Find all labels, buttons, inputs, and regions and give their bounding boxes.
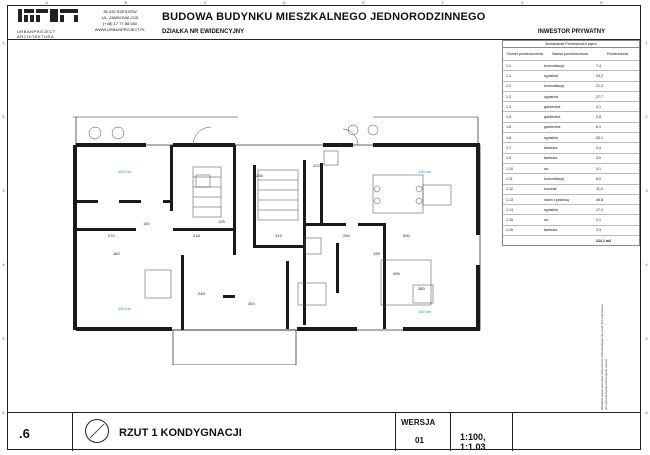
table-caption: Zestawienie Pomieszczeń piętro	[503, 41, 639, 48]
project-title: BUDOWA BUDYNKU MIESZKALNEGO JEDNORODZINNEGO	[162, 11, 486, 23]
grid-label: 2	[2, 113, 5, 119]
grid-label: 4	[645, 262, 648, 268]
table-cell: 27,7	[596, 94, 603, 99]
table-header-row	[503, 48, 639, 61]
table-row	[503, 154, 639, 164]
dimension-label: 182	[113, 251, 120, 256]
table-cell: 11,0	[596, 187, 603, 192]
table-cell: 46,8	[596, 197, 603, 202]
table-cell: 3,4	[596, 146, 601, 151]
grid-label: D	[282, 0, 286, 5]
table-cell: 4,0	[596, 156, 601, 161]
grid-label: B	[124, 0, 128, 5]
table-cell: sypialnia	[544, 207, 558, 212]
table-cell: kuchnia	[544, 187, 557, 192]
grid-label: G	[520, 0, 524, 5]
table-cell: 21,3	[596, 84, 603, 89]
grid-label: 5	[2, 336, 5, 342]
dimension-label: 248	[198, 291, 205, 296]
table-cell: 1.8	[506, 135, 511, 140]
table-cell: 17,0	[596, 207, 603, 212]
dimension-label: 500	[403, 233, 410, 238]
table-cell: 1.13	[506, 197, 513, 202]
address-line: 35-032 RZESZÓW	[103, 9, 137, 14]
table-cell: 2,1	[596, 218, 601, 223]
table-cell: 1.14	[506, 207, 513, 212]
table-cell: łazienka	[544, 146, 558, 151]
table-row	[503, 71, 639, 81]
version-number: 01	[415, 436, 424, 445]
copyright-note: Wszelkie prawa autorskie zastrzeżone. Dokumentacja nie może być kopiowana ani wykorzystywana bez zgody autora.	[600, 304, 608, 410]
table-total-row	[503, 236, 639, 245]
table-row	[503, 133, 639, 143]
grid-label: H	[599, 0, 603, 5]
grid-label: A	[45, 0, 48, 5]
address-line: UL. ZAMKOWA 2/15	[101, 15, 139, 20]
grid-label: 1	[2, 39, 5, 45]
project-subtitle: DZIAŁKA NR EWIDENCYJNY	[162, 29, 245, 35]
grid-label: 4	[2, 262, 5, 268]
room-schedule-table	[502, 40, 640, 246]
table-cell: 1.12	[506, 187, 513, 192]
table-cell: wc	[544, 218, 549, 223]
table-row	[503, 102, 639, 112]
dimension-label: 218	[193, 233, 200, 238]
table-row	[503, 226, 639, 236]
table-cell: 1.3	[506, 94, 511, 99]
table-cell: 1.15	[506, 218, 513, 223]
table-cell: sypialnia	[544, 135, 558, 140]
dimension-label: 222	[313, 163, 320, 168]
table-cell: 20,1	[596, 135, 603, 140]
table-cell: 1.10	[506, 166, 513, 171]
table-cell: 1.4	[506, 104, 511, 109]
sheet-number: .6	[19, 426, 30, 441]
floor-plan	[73, 115, 483, 365]
dimension-label: 125	[218, 219, 225, 224]
logo-text: URBANPROJECT ARCHITEKTURA	[17, 29, 56, 39]
grid-label: 6	[2, 410, 5, 416]
table-cell: 1.7	[506, 146, 511, 151]
table-row	[503, 61, 639, 71]
table-cell: komunikacja	[544, 176, 564, 181]
grid-label: 3	[2, 187, 5, 193]
table-cell: 7,4	[596, 63, 601, 68]
dimension-label: 270	[108, 233, 115, 238]
company-logo	[17, 8, 79, 39]
table-row	[503, 143, 639, 153]
dimension-label: 406	[393, 271, 400, 276]
table-cell: 24,2	[596, 73, 603, 78]
table-row	[503, 82, 639, 92]
table-cell: 1.1	[506, 63, 511, 68]
company-address	[85, 9, 155, 33]
table-row	[503, 215, 639, 225]
table-cell: 4,1	[596, 104, 601, 109]
grid-label: C	[203, 0, 207, 5]
table-cell: garderoba	[544, 115, 561, 120]
header-cell: Numer pomieszczenia	[507, 52, 543, 56]
table-cell: komunikacja	[544, 63, 564, 68]
dimension-label: 380	[418, 286, 425, 291]
table-cell: 3,1	[596, 166, 601, 171]
svg-text:150 cm: 150 cm	[118, 169, 132, 174]
table-row	[503, 123, 639, 133]
grid-label: 3	[645, 187, 648, 193]
table-cell: sypialnia	[544, 94, 558, 99]
investor-label: INWESTOR PRYWATNY	[537, 29, 606, 35]
header-cell: Powierzchnia	[606, 52, 629, 56]
grid-label: 6	[645, 410, 648, 416]
total-area: 214,1 m2	[596, 238, 612, 243]
title-block	[7, 412, 641, 451]
table-cell: garderoba	[544, 125, 561, 130]
table-row	[503, 92, 639, 102]
table-cell: 8,0	[596, 176, 601, 181]
table-row	[503, 195, 639, 205]
grid-label: F	[441, 0, 445, 5]
table-row	[503, 205, 639, 215]
grid-right	[643, 5, 650, 450]
table-cell: 1.11	[506, 176, 513, 181]
table-cell: wc	[544, 166, 549, 171]
table-row	[503, 185, 639, 195]
grid-left	[0, 5, 7, 450]
svg-text:130 cm: 130 cm	[418, 169, 432, 174]
address-line: WWW.URBANPROJECT.PL	[94, 27, 146, 32]
grid-label: E	[362, 0, 365, 5]
dimension-label: 150	[143, 221, 150, 226]
table-cell: 1.9	[506, 156, 511, 161]
table-cell: 2,8	[596, 115, 601, 120]
dimension-label: 300	[248, 301, 255, 306]
table-cell: 6,1	[596, 125, 601, 130]
address-line: (+48) 17 77 88 080	[103, 21, 137, 26]
grid-label: 2	[645, 113, 648, 119]
dimension-label: 414	[275, 233, 282, 238]
header-cell: Nazwa pomieszczenia	[552, 52, 588, 56]
table-row	[503, 164, 639, 174]
drawing-name: RZUT 1 KONDYGNACJI	[119, 427, 242, 439]
logo-mark-icon	[17, 8, 79, 23]
table-cell: komunikacja	[544, 84, 564, 89]
table-cell: 1.16	[506, 228, 513, 233]
table-cell: łazienka	[544, 228, 558, 233]
table-cell: łazienka	[544, 156, 558, 161]
version-label: WERSJA	[401, 418, 436, 427]
table-cell: 1.2	[506, 84, 511, 89]
grid-label: 5	[645, 336, 648, 342]
dimension-label: 264	[343, 233, 350, 238]
svg-text:150 cm: 150 cm	[418, 309, 432, 314]
table-cell: 1.5	[506, 115, 511, 120]
table-cell: sypialnia	[544, 73, 558, 78]
north-arrow-icon	[85, 419, 109, 443]
svg-text:150 cm: 150 cm	[118, 306, 132, 311]
table-row	[503, 174, 639, 184]
dimension-label: 195	[373, 251, 380, 256]
table-body	[503, 61, 639, 236]
table-cell: salon z jadalnią	[544, 197, 569, 202]
table-cell: 1.6	[506, 125, 511, 130]
table-cell: garderoba	[544, 104, 561, 109]
table-cell: 3,3	[596, 228, 601, 233]
table-cell: 1.1	[506, 73, 511, 78]
grid-label: 1	[645, 39, 648, 45]
dimension-label: 236	[256, 173, 263, 178]
scale-label: 1:100, 1:1.03	[460, 432, 486, 452]
table-row	[503, 112, 639, 122]
